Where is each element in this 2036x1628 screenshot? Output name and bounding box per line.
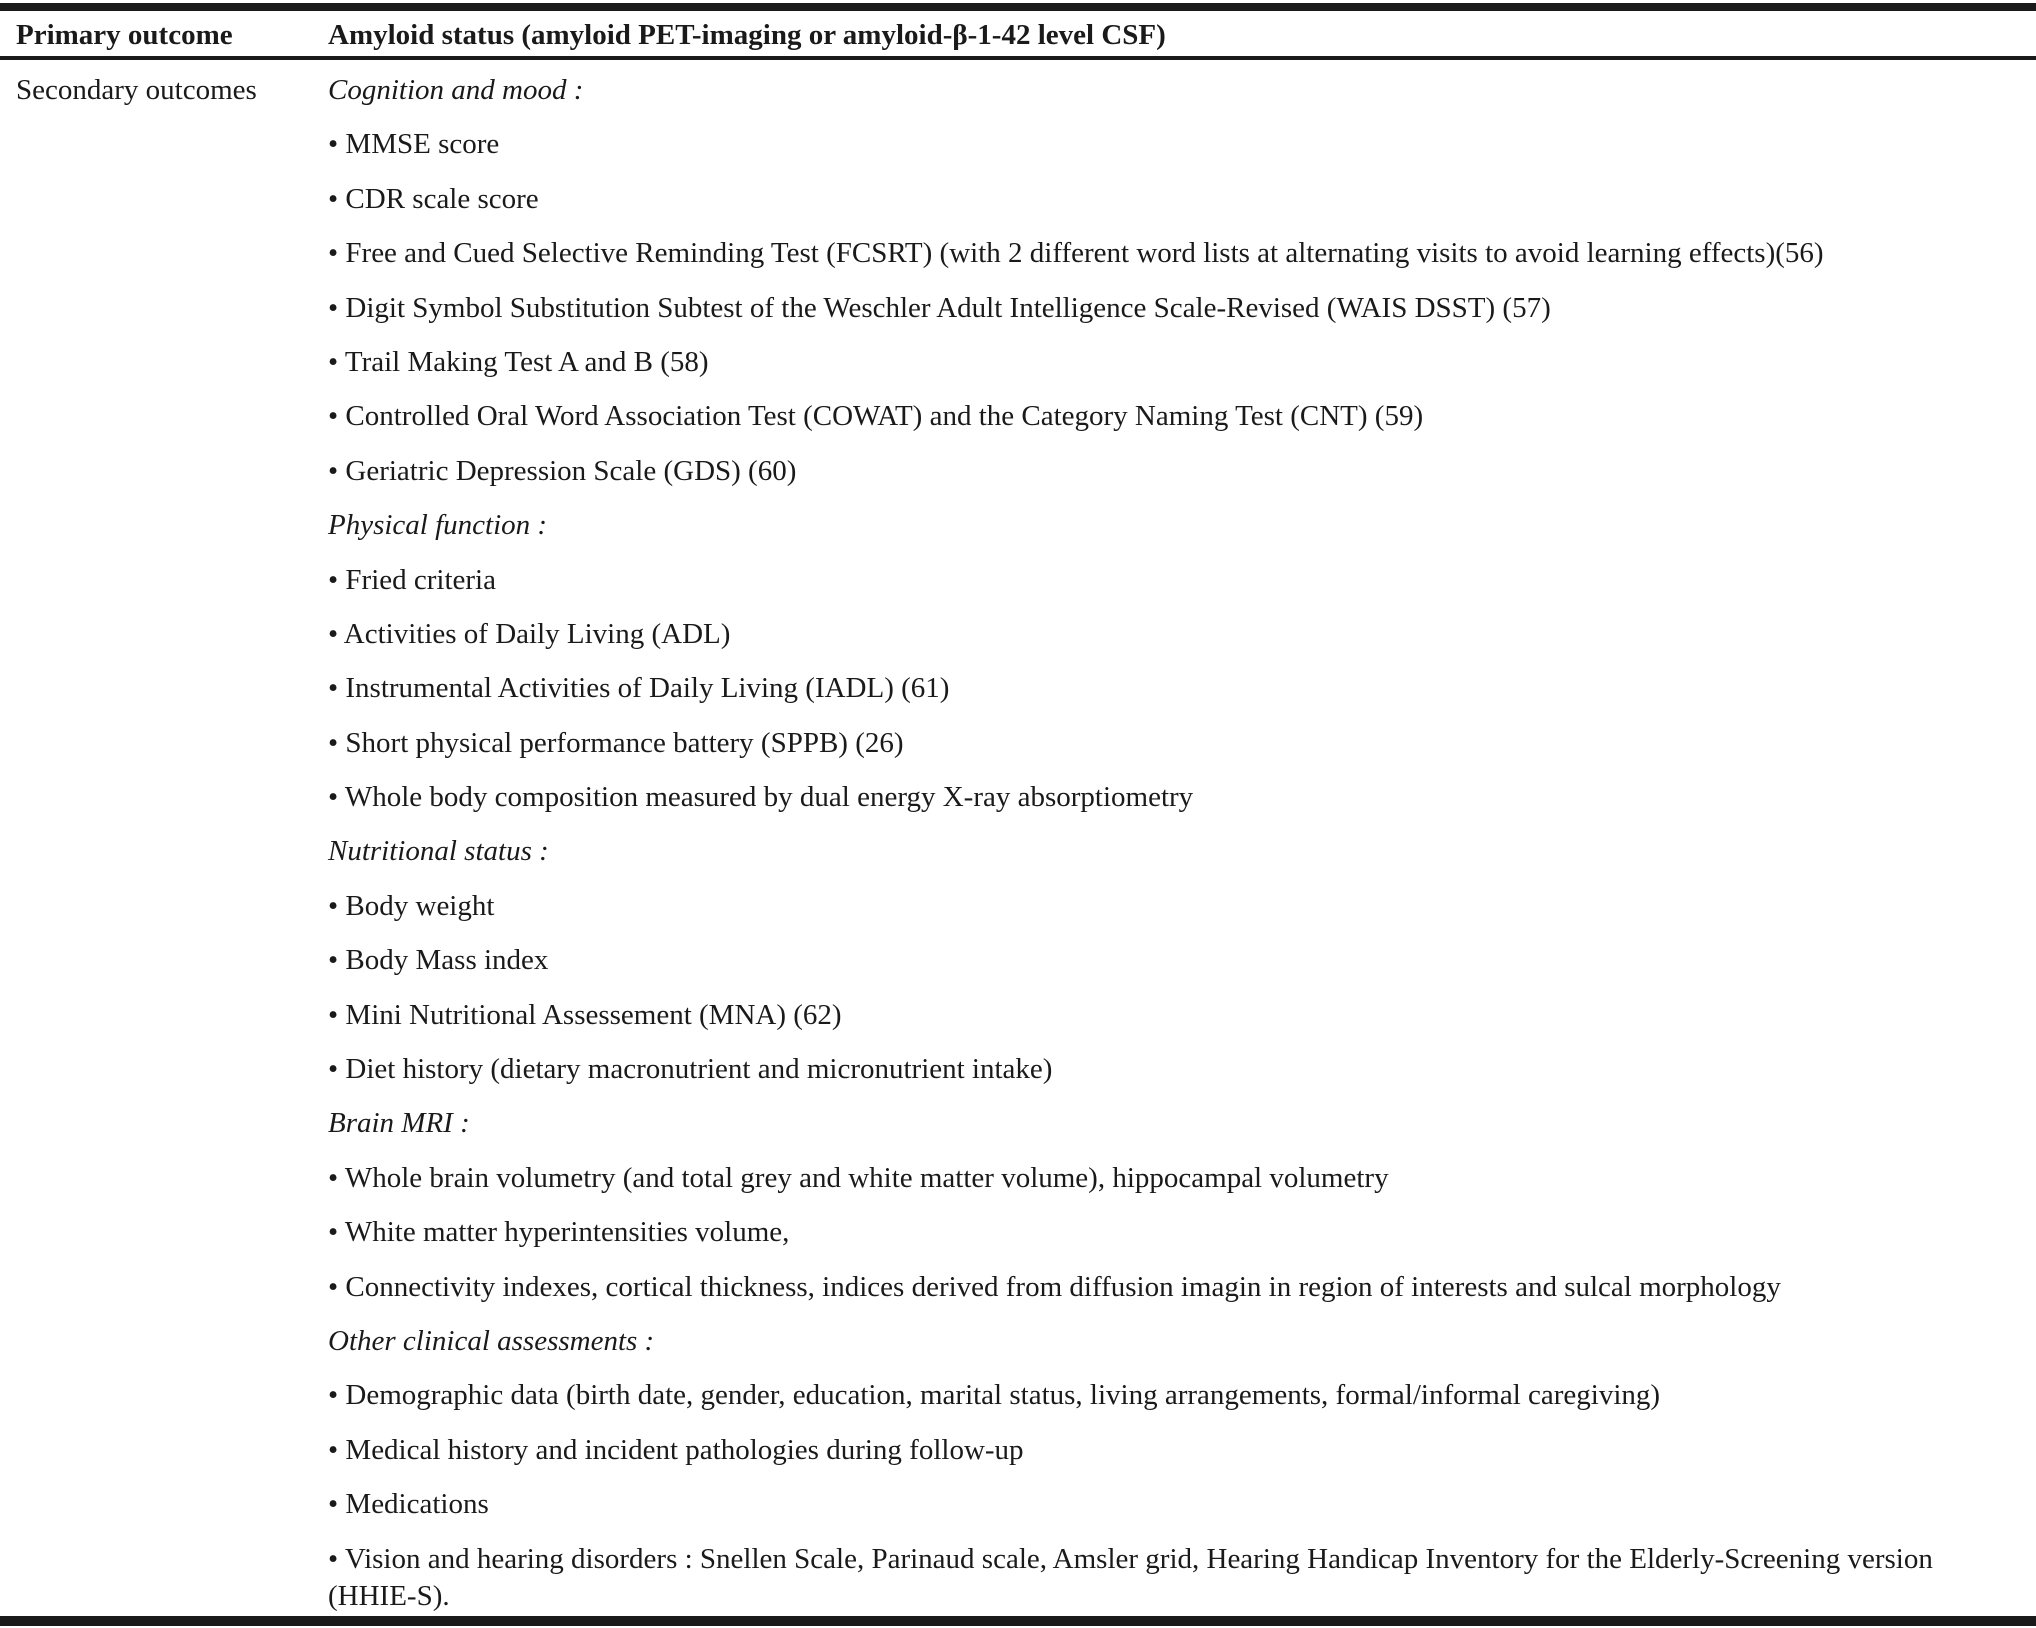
list-item: • White matter hyperintensities volume,: [328, 1216, 790, 1249]
table-top-rule: [0, 3, 2036, 11]
list-item: • Medications: [328, 1488, 489, 1521]
list-item: • Vision and hearing disorders : Snellen Scale, Parinaud scale, Amsler grid, Hearing Handicap Inventory for the Elderly-Screening version (HHIE-S).: [328, 1542, 1933, 1612]
list-item: • Free and Cued Selective Reminding Test (FCSRT) (with 2 different word lists at alternating visits to avoid learning effects)(56): [328, 237, 1824, 270]
list-item: • Fried criteria: [328, 563, 496, 596]
list-item: • Connectivity indexes, cortical thickness, indices derived from diffusion imagin in region of interests and sulcal morphology: [328, 1270, 1781, 1303]
list-item: • Diet history (dietary macronutrient and micronutrient intake): [328, 1053, 1053, 1086]
list-item: • Whole body composition measured by dual energy X-ray absorptiometry: [328, 781, 1194, 814]
row-label-secondary-outcomes: Secondary outcomes: [16, 74, 257, 106]
section-heading: Physical function :: [328, 509, 548, 542]
list-item: • Body weight: [328, 889, 495, 922]
header-amyloid-status: Amyloid status (amyloid PET-imaging or amyloid-β-1-42 level CSF): [328, 19, 1166, 51]
list-item: • Mini Nutritional Assessement (MNA) (62): [328, 998, 842, 1031]
list-item: • Medical history and incident pathologies during follow-up: [328, 1433, 1024, 1466]
list-item: • Demographic data (birth date, gender, education, marital status, living arrangements, formal/informal caregiving): [328, 1379, 1661, 1412]
section-heading: Other clinical assessments :: [328, 1324, 655, 1357]
list-item: • Whole brain volumetry (and total grey and white matter volume), hippocampal volumetry: [328, 1161, 1389, 1194]
table-header-rule: [0, 56, 2036, 60]
list-item: • Short physical performance battery (SPPB) (26): [328, 726, 904, 759]
list-item: • Instrumental Activities of Daily Living (IADL) (61): [328, 672, 950, 705]
header-primary-outcome: Primary outcome: [16, 19, 233, 51]
list-item: • Controlled Oral Word Association Test (COWAT) and the Category Naming Test (CNT) (59): [328, 400, 1424, 433]
list-item: • Activities of Daily Living (ADL): [328, 617, 731, 650]
list-item: • Digit Symbol Substitution Subtest of the Weschler Adult Intelligence Scale-Revised (WAIS DSST) (57): [328, 291, 1551, 324]
list-item: • Body Mass index: [328, 944, 549, 977]
list-item: • MMSE score: [328, 128, 500, 161]
list-item: • Trail Making Test A and B (58): [328, 345, 709, 378]
list-item: • Geriatric Depression Scale (GDS) (60): [328, 454, 797, 487]
secondary-outcomes-list: [328, 72, 2008, 1615]
section-heading: Cognition and mood :: [328, 74, 584, 106]
section-heading: Brain MRI :: [328, 1107, 470, 1140]
list-item: • CDR scale score: [328, 182, 539, 215]
section-heading: Nutritional status :: [328, 835, 549, 868]
table-bottom-rule: [0, 1616, 2036, 1626]
